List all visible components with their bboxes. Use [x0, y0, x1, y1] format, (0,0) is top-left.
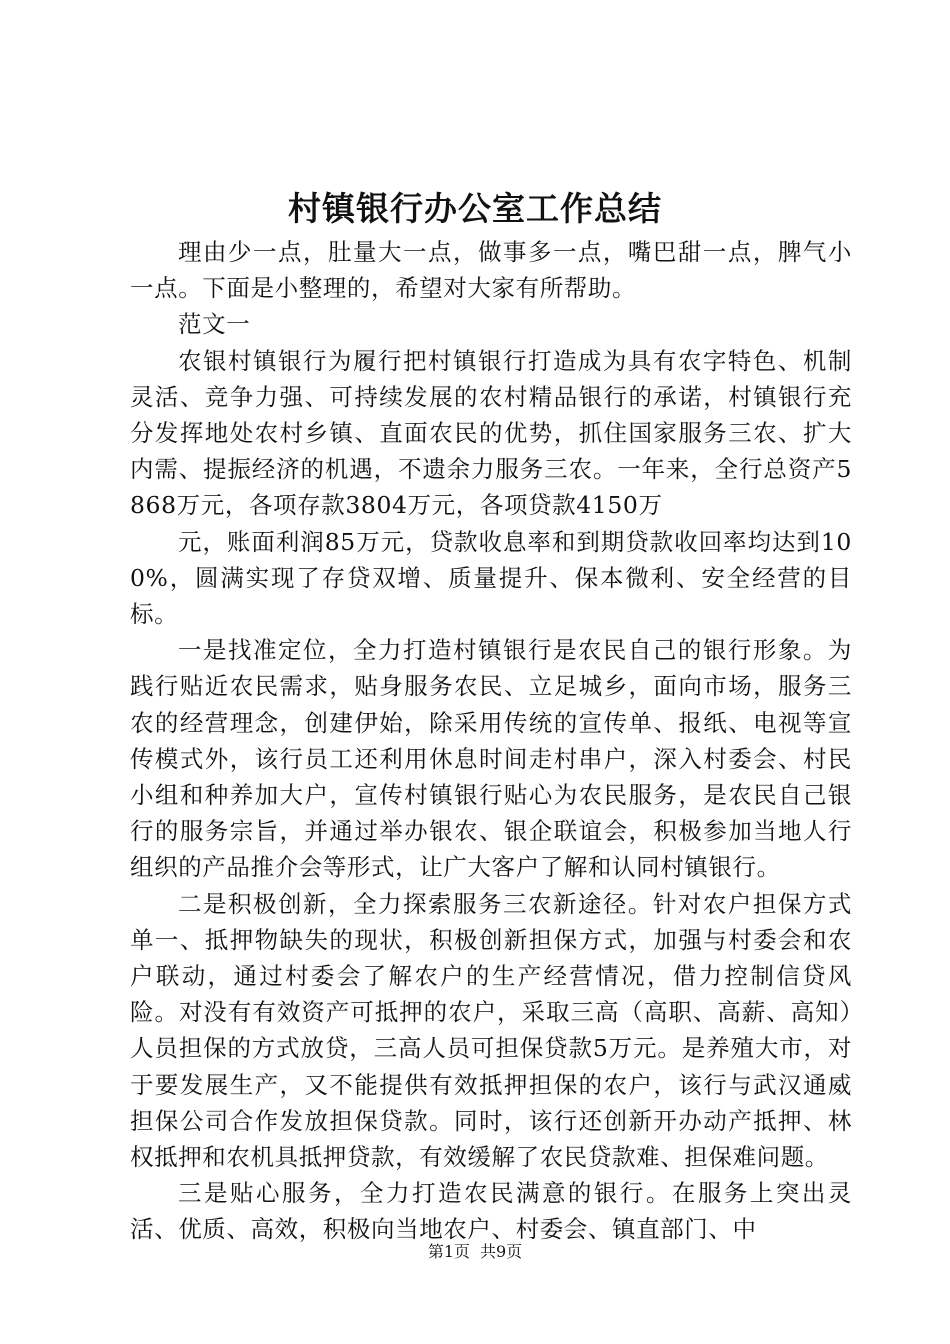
- paragraph-point-two: 二是积极创新，全力探索服务三农新途径。针对农户担保方式单一、抵押物缺失的现状，积极创新担保方式，加强与村委会和农户联动，通过村委会了解农户的生产经营情况，借力控制信贷风险。对没有有效资产可抵押的农户，采取三高（高职、高薪、高知）人员担保的方式放贷，三高人员可担保贷款5万元。是养殖大市，对于要发展生产，又不能提供有效抵押担保的农户，该行与武汉通威担保公司合作发放担保贷款。同时，该行还创新开办动产抵押、林权抵押和农机具抵押贷款，有效缓解了农民贷款难、担保难问题。: [130, 889, 852, 1172]
- paragraph-heading-sample-one: 范文一: [178, 310, 251, 339]
- page-footer: [0, 1240, 950, 1264]
- paragraph-overview-continued: 元，账面利润85万元，贷款收息率和到期贷款收回率均达到100%，圆满实现了存贷双增、质量提升、保本微利、安全经营的目标。: [130, 527, 852, 629]
- document-title: 村镇银行办公室工作总结: [288, 189, 662, 228]
- paragraph-intro: 理由少一点，肚量大一点，做事多一点，嘴巴甜一点，脾气小一点。下面是小整理的，希望对大家有所帮助。: [130, 238, 852, 303]
- page-number: 第1页: [427, 1242, 470, 1261]
- document-body: [130, 234, 852, 1248]
- paragraph-overview: 农银村镇银行为履行把村镇银行打造成为具有农字特色、机制灵活、竞争力强、可持续发展的农村精品银行的承诺，村镇银行充分发挥地处农村乡镇、直面农民的优势，抓住国家服务三农、扩大内需、提振经济的机遇，不遗余力服务三农。一年来，全行总资产5868万元，各项存款3804万元，各项贷款4150万: [130, 346, 852, 520]
- paragraph-point-three: 三是贴心服务，全力打造农民满意的银行。在服务上突出灵活、优质、高效，积极向当地农户、村委会、镇直部门、中: [130, 1179, 852, 1244]
- paragraph-point-one: 一是找准定位，全力打造村镇银行是农民自己的银行形象。为践行贴近农民需求，贴身服务农民、立足城乡，面向市场，服务三农的经营理念，创建伊始，除采用传统的宣传单、报纸、电视等宣传模式外，该行员工还利用休息时间走村串户，深入村委会、村民小组和种养加大户，宣传村镇银行贴心为农民服务，是农民自己银行的服务宗旨，并通过举办银农、银企联谊会，积极参加当地人行组织的产品推介会等形式，让广大客户了解和认同村镇银行。: [130, 636, 852, 882]
- page-total: 共9页: [480, 1242, 523, 1261]
